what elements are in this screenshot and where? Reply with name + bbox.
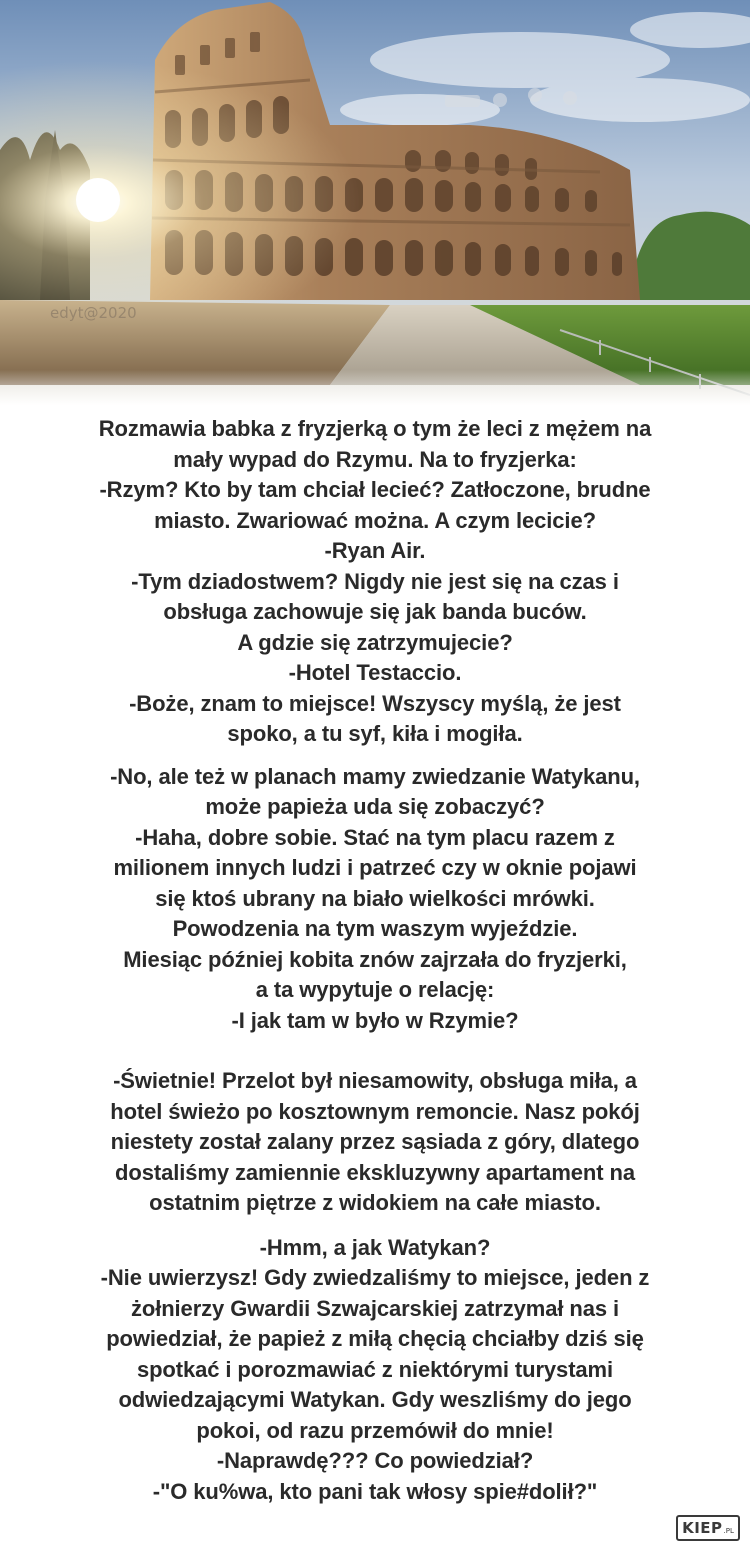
logo-tld: .PL [723, 1526, 734, 1535]
joke-line: powiedział, że papież z miłą chęcią chciałby dziś się [106, 1326, 644, 1351]
joke-line: Powodzenia na tym waszym wyjeździe. [172, 916, 578, 941]
joke-line: odwiedzającymi Watykan. Gdy weszliśmy do jego [118, 1387, 632, 1412]
joke-line: spoko, a tu syf, kiła i mogiła. [227, 721, 523, 746]
colosseum-illustration [0, 0, 750, 405]
joke-line: -Rzym? Kto by tam chciał lecieć? Zatłoczone, brudne [99, 477, 651, 502]
joke-line: obsługa zachowuje się jak banda buców. [163, 599, 587, 624]
joke-line: hotel świeżo po kosztownym remoncie. Nasz pokój [110, 1098, 640, 1124]
joke-line: A gdzie się zatrzymujecie? [237, 629, 513, 655]
joke-line: -Boże, znam to miejsce! Wszyscy myślą, że jest [129, 690, 621, 716]
joke-line: -Świetnie! Przelot był niesamowity, obsługa miła, a [113, 1068, 637, 1093]
logo-main: KIEP [682, 1519, 723, 1537]
joke-line: mały wypad do Rzymu. Na to fryzjerka: [173, 446, 577, 472]
joke-line: a ta wypytuje o relację: [255, 977, 495, 1002]
joke-line: -I jak tam w było w Rzymie? [231, 1007, 519, 1033]
joke-line: może papieża uda się zobaczyć? [205, 794, 545, 819]
paragraph-1 [0, 414, 750, 750]
joke-line: miasto. Zwariować można. A czym lecicie? [154, 507, 596, 533]
joke-line: milionem innych ludzi i patrzeć czy w oknie pojawi [113, 855, 637, 880]
joke-line: -Naprawdę??? Co powiedział? [216, 1448, 534, 1473]
joke-line: dostaliśmy zamiennie ekskluzywny apartament na [115, 1159, 635, 1185]
joke-line: spotkać i porozmawiać z niektórymi turystami [136, 1356, 614, 1382]
bottom-fade [0, 370, 750, 405]
joke-line: ostatnim piętrze z widokiem na całe miasto. [149, 1190, 601, 1215]
joke-line: -Nie uwierzysz! Gdy zwiedzaliśmy to miejsce, jeden z [100, 1265, 650, 1290]
joke-line: -Hotel Testaccio. [288, 660, 462, 685]
joke-line: -Tym dziadostwem? Nigdy nie jest się na czas i [131, 568, 619, 594]
joke-line: żołnierzy Gwardii Szwajcarskiej zatrzymał nas i [130, 1295, 620, 1321]
joke-line: -Ryan Air. [324, 538, 426, 563]
paragraph-4 [0, 1233, 750, 1508]
joke-line: -No, ale też w planach mamy zwiedzanie Watykanu, [110, 763, 640, 789]
joke-line: -Haha, dobre sobie. Stać na tym placu razem z [135, 824, 615, 850]
joke-line: pokoi, od razu przemówił do mnie! [196, 1417, 554, 1443]
kiep-logo[interactable] [676, 1515, 740, 1541]
colosseum-photo [0, 0, 750, 405]
joke-line: -"O ku%wa, kto pani tak włosy spie#dolił?" [152, 1478, 598, 1504]
paragraph-3 [0, 1066, 750, 1219]
sun [76, 178, 120, 222]
joke-text [0, 414, 750, 1507]
joke-line: niestety został zalany przez sąsiada z góry, dlatego [110, 1129, 640, 1154]
joke-line: -Hmm, a jak Watykan? [259, 1234, 491, 1260]
photo-watermark: edyt@2020 [50, 304, 137, 322]
joke-line: Rozmawia babka z fryzjerką o tym że leci z mężem na [98, 416, 652, 441]
joke-line: się ktoś ubrany na biało wielkości mrówki. [155, 885, 595, 911]
paragraph-2 [0, 762, 750, 1037]
joke-line: Miesiąc później kobita znów zajrzała do fryzjerki, [123, 946, 627, 972]
